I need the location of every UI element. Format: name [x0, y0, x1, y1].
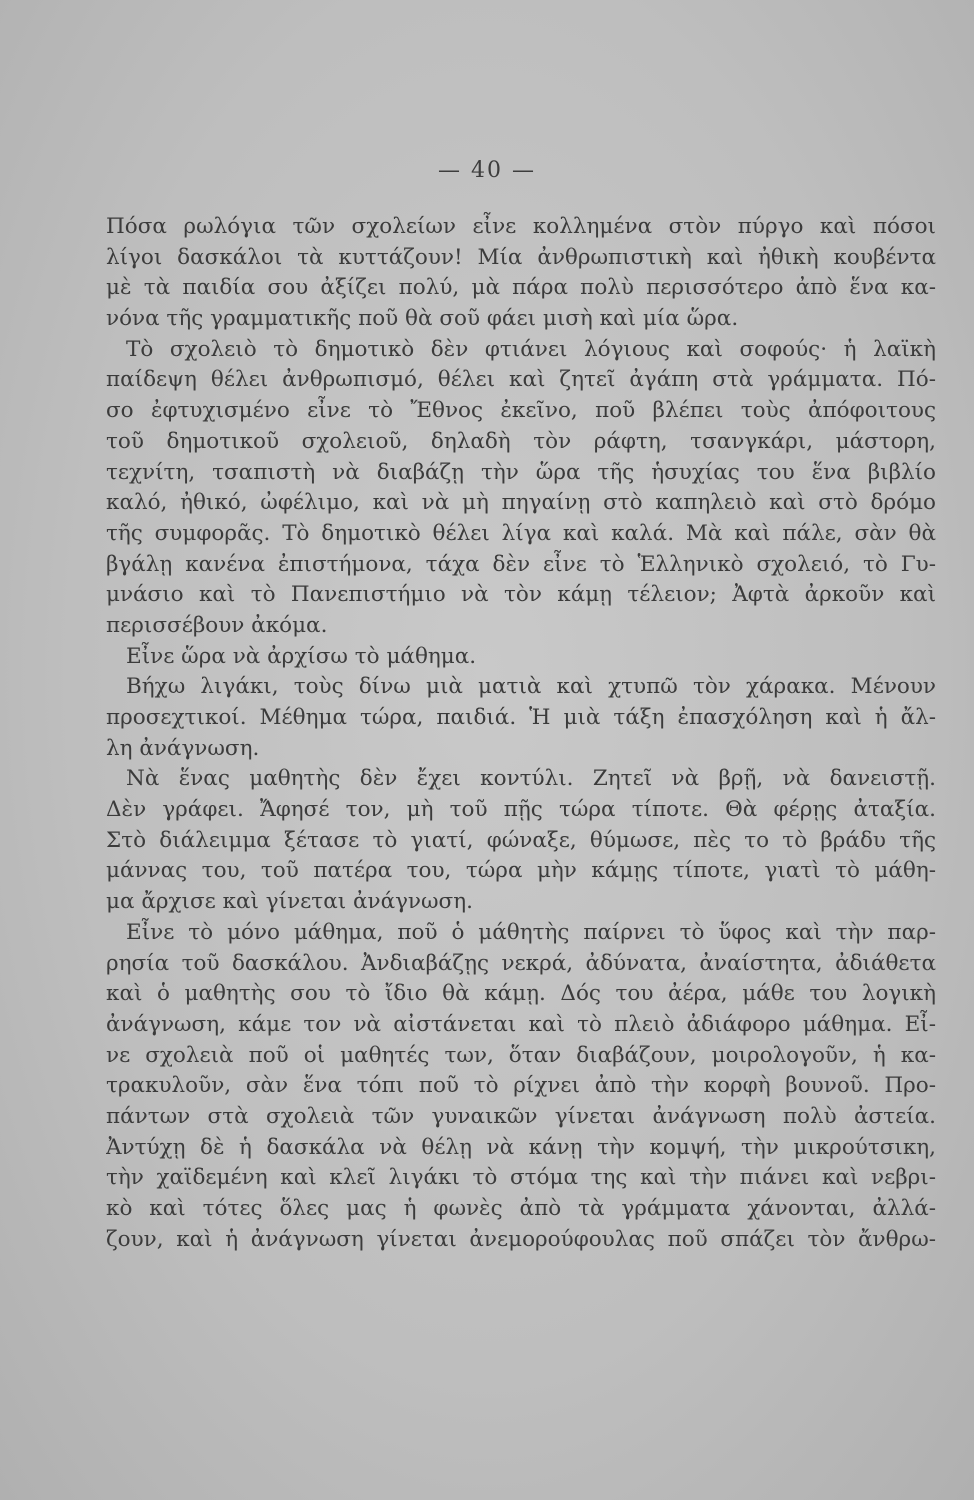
text-line: προσεχτικοί. Μέθημα τώρα, παιδιά. Ἡ μιὰ τάξη ἐπασχόληση καὶ ἡ ἄλ-: [106, 705, 936, 730]
text-line: μὲ τὰ παιδία σου ἀξίζει πολύ, μὰ πάρα πολὺ περισσότερο ἀπὸ ἕνα κα-: [106, 275, 936, 301]
paragraph-start-line: Εἶνε ὥρα νὰ ἀρχίσω τὸ μάθημα.: [126, 643, 477, 669]
text-line: καὶ ὁ μαθητὴς σου τὸ ἴδιο θὰ κάμῃ. Δός του ἀέρα, μάθε του λογικὴ: [106, 981, 936, 1007]
text-line: μνάσιο καὶ τὸ Πανεπιστήμιο νὰ τὸν κάμῃ τέλειον; Ἀφτὰ ἀρκοῦν καὶ: [106, 582, 936, 608]
text-line: λίγοι δασκάλοι τὰ κυττάζουν! Μία ἀνθρωπιστικὴ καὶ ἠθικὴ κουβέντα: [106, 244, 936, 270]
text-line: τεχνίτη, τσαπιστὴ νὰ διαβάζῃ τὴν ὥρα τῆς ἡσυχίας του ἕνα βιβλίο: [106, 459, 936, 485]
text-line: Ἀντύχῃ δὲ ἡ δασκάλα νὰ θέλῃ νὰ κάνῃ τὴν κομψή, τὴν μικρούτσικη,: [106, 1134, 936, 1160]
paragraph-start-line: Βήχω λιγάκι, τοὺς δίνω μιὰ ματιὰ καὶ χτυπῶ τὸν χάρακα. Μένουν: [126, 674, 936, 700]
text-line: καλό, ἠθικό, ὠφέλιμο, καὶ νὰ μὴ πηγαίνῃ στὸ καπηλειὸ καὶ στὸ δρόμο: [106, 490, 936, 516]
text-line: νόνα τῆς γραμματικῆς ποῦ θὰ σοῦ φάει μισὴ καὶ μία ὥρα.: [106, 306, 739, 332]
text-line: μα ἄρχισε καὶ γίνεται ἀνάγνωση.: [106, 889, 473, 915]
text-line: τρακυλοῦν, σὰν ἕνα τόπι ποῦ τὸ ρίχνει ἀπὸ τὴν κορφὴ βουνοῦ. Προ-: [106, 1073, 936, 1099]
text-line: παίδεψη θέλει ἀνθρωπισμό, θέλει καὶ ζητεῖ ἀγάπη στὰ γράμματα. Πό-: [106, 367, 936, 393]
text-line: μάννας του, τοῦ πατέρα του, τώρα μὴν κάμῃς τίποτε, γιατὶ τὸ μάθη-: [106, 858, 936, 884]
text-line: Δὲν γράφει. Ἄφησέ τον, μὴ τοῦ πῇς τώρα τίποτε. Θὰ φέρῃς ἀταξία.: [106, 797, 936, 823]
paragraph-start-line: Νὰ ἕνας μαθητὴς δὲν ἔχει κοντύλι. Ζητεῖ νὰ βρῇ, νὰ δανειστῇ.: [126, 766, 936, 792]
text-line: ἀνάγνωση, κάμε τον νὰ αἰστάνεται καὶ τὸ πλειὸ ἀδιάφορο μάθημα. Εἶ-: [106, 1011, 936, 1037]
text-line: λη ἀνάγνωση.: [106, 735, 260, 761]
text-line: πάντων στὰ σχολειὰ τῶν γυναικῶν γίνεται ἀνάγνωση πολὺ ἀστεία.: [106, 1103, 936, 1129]
text-line: Πόσα ρωλόγια τῶν σχολείων εἶνε κολλημένα στὸν πύργο καὶ πόσοι: [106, 214, 936, 239]
paragraph-start-line: Τὸ σχολειὸ τὸ δημοτικὸ δὲν φτιάνει λόγιους καὶ σοφούς· ἡ λαϊκὴ: [126, 336, 936, 362]
text-line: ρησία τοῦ δασκάλου. Ἀνδιαβάζῃς νεκρά, ἀδύνατα, ἀναίστητα, ἀδιάθετα: [106, 950, 936, 976]
text-line: τὴν χαϊδεμένη καὶ κλεῖ λιγάκι τὸ στόμα της καὶ τὴν πιάνει καὶ νεβρι-: [106, 1165, 936, 1191]
text-line: βγάλῃ κανένα ἐπιστήμονα, τάχα δὲν εἶνε τὸ Ἑλληνικὸ σχολειό, τὸ Γυ-: [106, 551, 936, 577]
page-number: — 40 —: [438, 158, 536, 183]
text-line: σο ἐφτυχισμένο εἶνε τὸ Ἔθνος ἐκεῖνο, ποῦ βλέπει τοὺς ἀπόφοιτους: [106, 398, 936, 424]
paragraph-start-line: Εἶνε τὸ μόνο μάθημα, ποῦ ὁ μάθητὴς παίρνει τὸ ὕφος καὶ τὴν παρ-: [126, 919, 936, 945]
text-line: περισσέβουν ἀκόμα.: [106, 612, 328, 638]
body-text: [106, 212, 936, 1255]
text-line: τῆς συμφορᾶς. Τὸ δημοτικὸ θέλει λίγα καὶ καλά. Μὰ καὶ πάλε, σὰν θὰ: [106, 520, 936, 546]
text-line: νε σχολειὰ ποῦ οἱ μαθητές των, ὅταν διαβάζουν, μοιρολογοῦν, ἡ κα-: [106, 1042, 936, 1068]
text-line: Στὸ διάλειμμα ξέτασε τὸ γιατί, φώναξε, θύμωσε, πὲς το τὸ βράδυ τῆς: [106, 827, 936, 853]
text-line: τοῦ δημοτικοῦ σχολειοῦ, δηλαδὴ τὸν ράφτη, τσανγκάρι, μάστορη,: [106, 428, 936, 454]
text-line: κὸ καὶ τότες ὅλες μας ἡ φωνὲς ἀπὸ τὰ γράμματα χάνονται, ἀλλά-: [106, 1196, 936, 1221]
text-line: ζουν, καὶ ἡ ἀνάγνωση γίνεται ἀνεμορούφουλας ποῦ σπάζει τὸν ἄνθρω-: [106, 1226, 936, 1252]
